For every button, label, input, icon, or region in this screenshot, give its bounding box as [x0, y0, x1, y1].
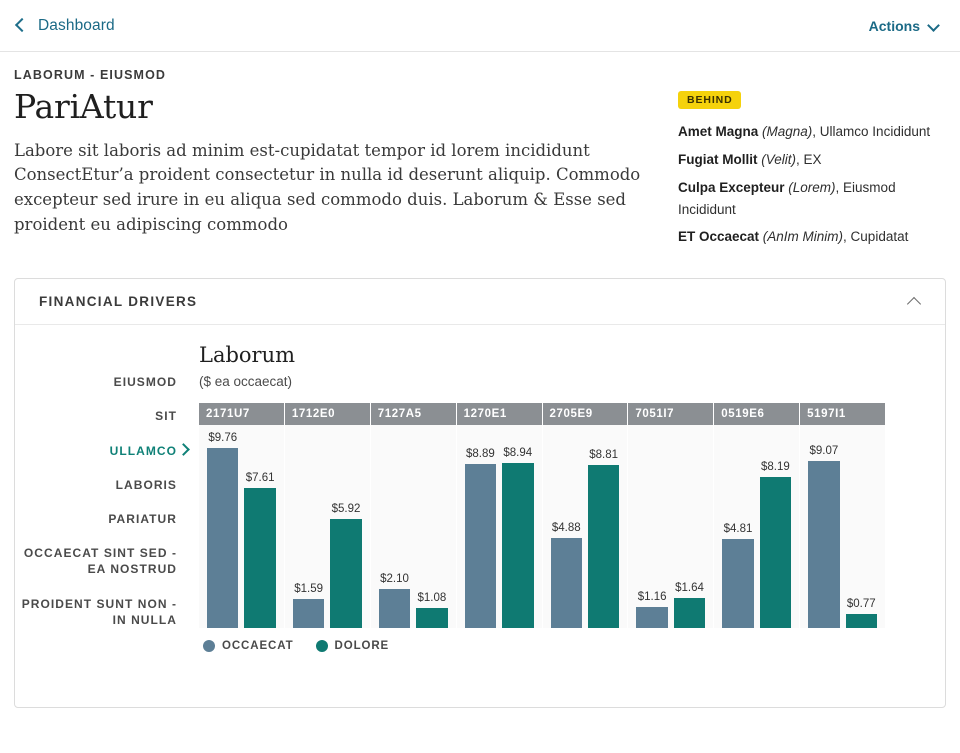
- contact-name: ET Occaecat: [678, 229, 760, 245]
- chart-column-body: [199, 425, 284, 628]
- contact-row: [678, 177, 940, 221]
- top-bar: [0, 0, 960, 52]
- chart-column: [628, 403, 714, 628]
- chart-bar-fill: [379, 589, 410, 628]
- chart-bar-group: [551, 425, 620, 628]
- breadcrumb: LABORUM - EIUSMOD: [14, 68, 167, 82]
- driver-item-label: ULLAMCO: [109, 443, 177, 458]
- chart-column-header: 7051I7: [628, 403, 713, 425]
- actions-label: Actions: [868, 17, 920, 34]
- contact-name: Fugiat Mollit: [678, 151, 758, 167]
- contact-role-paren: (AnIm Minim): [759, 229, 844, 245]
- chart-bar-value-label: $8.81: [589, 449, 619, 462]
- chart-bar-group: [207, 425, 276, 628]
- legend-color-swatch: [316, 640, 328, 652]
- chart-bar-fill: [674, 598, 705, 628]
- contact-org: , Cupidatat: [843, 229, 909, 245]
- chart-column-header: 7127A5: [371, 403, 456, 425]
- contact-org: , Ullamco Incididunt: [812, 124, 931, 139]
- contact-row: [678, 149, 940, 171]
- status-badge: BEHIND: [678, 91, 741, 109]
- chart-bar-value-label: $5.92: [331, 503, 361, 516]
- driver-item-label: OCCAECAT SINT SED - EA NOSTRUD: [23, 546, 177, 577]
- chart-bar-group: [722, 425, 791, 628]
- chart-bar-fill: [293, 599, 324, 628]
- chart-bar-value-label: $4.88: [551, 522, 581, 535]
- contact-name: Culpa Excepteur: [678, 179, 785, 195]
- chart-bar-value-label: $1.64: [675, 582, 704, 595]
- driver-item-sit[interactable]: [15, 399, 177, 433]
- chart-bar-group: [293, 425, 362, 628]
- contact-row: [678, 121, 940, 143]
- drivers-nav: [15, 343, 191, 708]
- legend-color-swatch: [203, 640, 215, 652]
- chart-bar-group: [465, 425, 534, 628]
- back-to-dashboard-link[interactable]: [14, 17, 115, 35]
- chart-column: [800, 403, 885, 628]
- legend-item[interactable]: [316, 640, 390, 652]
- chart-column: [285, 403, 371, 628]
- chart-bar-value-label: $9.76: [208, 432, 238, 445]
- driver-item-label: SIT: [155, 409, 177, 424]
- chart-column-header: 2705E9: [543, 403, 628, 425]
- driver-item-label: EIUSMOD: [113, 375, 177, 390]
- chart-title: Laborum: [199, 343, 296, 368]
- chart-column-body: [543, 425, 628, 628]
- chart-bar-fill: [722, 539, 753, 628]
- contact-org: , Eiusmod Incididunt: [678, 179, 896, 217]
- chevron-up-icon[interactable]: [907, 294, 923, 310]
- chart-column: [543, 403, 629, 628]
- chevron-right-icon: [179, 444, 189, 454]
- chart-bar-fill: [846, 614, 877, 628]
- contact-row: [678, 226, 940, 248]
- chart-bar-value-label: $4.81: [723, 523, 753, 536]
- chart-bar-fill: [502, 463, 533, 628]
- legend-label: OCCAECAT: [222, 640, 294, 653]
- chart-bar-value-label: $1.59: [294, 583, 323, 596]
- chart-column-body: [371, 425, 456, 628]
- header-right: [678, 68, 940, 254]
- chart-bar-value-label: $1.16: [637, 591, 667, 604]
- driver-item-label: LABORIS: [115, 477, 177, 492]
- card-body: [15, 325, 945, 708]
- chart-bar-value-label: $8.89: [465, 448, 495, 461]
- contact-role-paren: (Magna): [758, 124, 813, 139]
- contact-name: Amet Magna: [678, 124, 759, 139]
- chart-column: [457, 403, 543, 628]
- legend-label: DOLORE: [334, 640, 390, 653]
- driver-item-laboris[interactable]: [15, 468, 177, 502]
- chart-bar-value-label: $2.10: [380, 573, 409, 586]
- chart-column-body: [714, 425, 799, 628]
- driver-item-occaecat-sint-sed-ea-nostrud[interactable]: [15, 536, 177, 586]
- chart-column-body: [285, 425, 370, 628]
- chart-bar-fill: [808, 461, 839, 628]
- chart-column: [714, 403, 800, 628]
- chart-bar-value-label: $8.19: [761, 461, 790, 474]
- chart-bar-fill: [207, 448, 238, 628]
- driver-item-proident-sunt-non-in-nulla[interactable]: [15, 587, 177, 637]
- contact-list: [678, 121, 940, 248]
- contact-org: , EX: [796, 151, 822, 167]
- chart-bar-value-label: $0.77: [846, 598, 876, 611]
- chart-column: [371, 403, 457, 628]
- card-header: [15, 279, 945, 325]
- chart-bar-fill: [551, 538, 582, 628]
- bar-chart-plot: [199, 403, 885, 628]
- actions-menu-button[interactable]: [869, 18, 940, 34]
- legend-item[interactable]: [203, 640, 294, 652]
- chart-bar-fill: [588, 465, 619, 628]
- chart-column-body: [800, 425, 885, 628]
- chart-legend: [199, 628, 885, 652]
- page-description: Labore sit laboris ad minim est-cupidatat tempor id lorem incididunt ConsectEtur’a proident consectetur in nulla id deserunt aliquip. Commodo excepteur sed irure in eu aliqua sed commodo duis. Laborum & Esse sed proident eu adipiscing commodo: [14, 140, 641, 234]
- driver-item-ullamco[interactable]: [15, 434, 177, 468]
- chart-bar-fill: [244, 488, 275, 628]
- contact-role-paren: (Lorem): [784, 179, 836, 195]
- page-header: [0, 52, 960, 254]
- header-left: [14, 68, 654, 254]
- driver-item-eiusmod[interactable]: [15, 365, 177, 399]
- chart-bar-fill: [760, 477, 791, 628]
- chart-column-header: 1270E1: [457, 403, 542, 425]
- chart-bar-fill: [330, 519, 361, 628]
- back-label: Dashboard: [38, 16, 115, 34]
- chart-column-header: 2171U7: [199, 403, 284, 425]
- page-title: PariAtur: [14, 87, 153, 126]
- chart-column-body: [457, 425, 542, 628]
- chevron-down-icon: [928, 20, 940, 32]
- chart-bar-group: [808, 425, 877, 628]
- chart-bar-group: [379, 425, 448, 628]
- driver-item-pariatur[interactable]: [15, 502, 177, 536]
- chart-column-body: [628, 425, 713, 628]
- chart-bar-fill: [465, 464, 496, 628]
- contact-role-paren: (Velit): [757, 151, 796, 167]
- chart-column: [199, 403, 285, 628]
- financial-drivers-card: [14, 278, 946, 708]
- chart-bar-fill: [636, 607, 667, 628]
- chart-column-header: 5197I1: [800, 403, 885, 425]
- chart-bar-value-label: $1.08: [417, 592, 447, 605]
- chart-bar-value-label: $9.07: [809, 445, 839, 458]
- chart-container: [191, 343, 945, 708]
- card-title: FINANCIAL DRIVERS: [39, 294, 198, 310]
- driver-item-label: PARIATUR: [108, 512, 177, 527]
- chart-column-header: 1712E0: [285, 403, 370, 425]
- chart-column-header: 0519E6: [714, 403, 799, 425]
- chart-bar-value-label: $7.61: [245, 472, 275, 485]
- chart-subtitle: ($ ea occaecat): [199, 374, 293, 390]
- driver-item-label: PROIDENT SUNT NON - IN NULLA: [21, 596, 177, 627]
- chart-bar-value-label: $8.94: [503, 447, 533, 460]
- chart-bar-fill: [416, 608, 447, 628]
- chart-bar-group: [636, 425, 705, 628]
- chevron-left-icon: [14, 19, 28, 33]
